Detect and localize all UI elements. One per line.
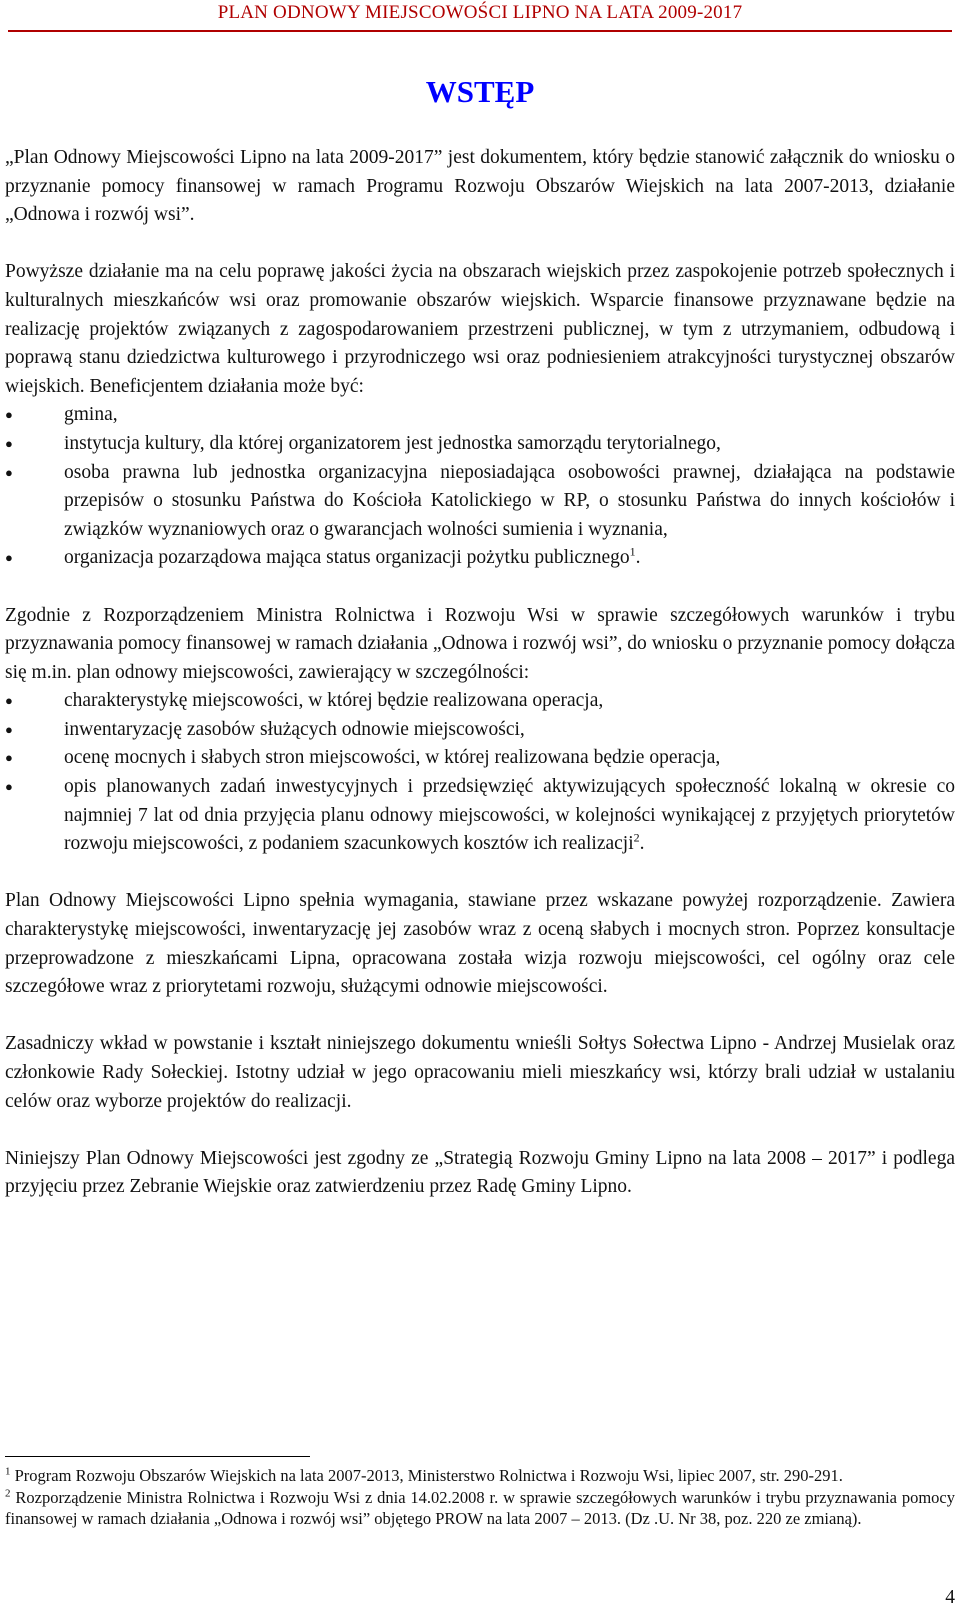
list-item: ● charakterystykę miejscowości, w której będzie realizowana operacja,	[5, 687, 955, 716]
footnote-text: Program Rozwoju Obszarów Wiejskich na lata 2007-2013, Ministerstwo Rolnictwa i Rozwoju Wsi, lipiec 2007, str. 290-291.	[10, 1466, 843, 1485]
paragraph-purpose: Powyższe działanie ma na celu poprawę jakości życia na obszarach wiejskich przez zaspokojenie potrzeb społecznych i kulturalnych mieszkańców wsi oraz promowanie obszarów wiejskich. Wsparcie finansowe przyznawane będzie na realizację projektów związanych z zagospodarowaniem przestrzeni publicznej, w tym z utrzymaniem, odbudową i poprawą stanu dziedzictwa kulturowego i przyrodniczego wsi oraz podniesieniem atrakcyjności turystycznej obszarów wiejskich. Beneficjentem działania może być:	[5, 261, 955, 397]
footnote-ref[interactable]: 1	[629, 544, 636, 559]
paragraph-requirements: Plan Odnowy Miejscowości Lipno spełnia wymagania, stawiane przez wskazane powyżej rozporządzenie. Zawiera charakterystykę miejscowości, inwentaryzację jej zasobów wraz z oceną słabych i mocnych stron. Poprzez konsultacje przeprowadzone z mieszkańcami Lipna, opracowana została wizja rozwoju miejscowości, cel ogólny oraz cele szczegółowe wraz z priorytetami rozwoju, służącymi odnowie miejscowości.	[5, 890, 955, 998]
document-body	[5, 144, 955, 1231]
footnote-1	[5, 1465, 955, 1487]
list-item: ● gmina,	[5, 401, 955, 430]
page-number: 4	[945, 1587, 955, 1608]
paragraph-regulation: Zgodnie z Rozporządzeniem Ministra Rolnictwa i Rozwoju Wsi w sprawie szczegółowych warunków i trybu przyznawania pomocy finansowej w ramach działania „Odnowa i rozwój wsi”, do wniosku o przyznanie pomocy dołącza się m.in. plan odnowy miejscowości, zawierający w szczególności:	[5, 604, 955, 683]
footnote-number: 1	[5, 1465, 11, 1478]
list-item-end: .	[639, 833, 645, 855]
footnote-number: 2	[5, 1487, 11, 1499]
paragraph-contributors: Zasadniczy wkład w powstanie i kształt niniejszego dokumentu wnieśli Sołtys Sołectwa Lipno - Andrzej Musielak oraz członkowie Rady Sołeckiej. Istotny udział w jego opracowaniu mieli mieszkańcy wsi, którzy brali udział w ustalaniu celów oraz wyborze projektów do realizacji.	[5, 1033, 955, 1112]
header-rule	[8, 30, 952, 32]
footnote-rule	[5, 1456, 310, 1457]
list-item-end: .	[635, 547, 641, 569]
list-item-text: organizacja pozarządowa mająca status organizacji pożytku publicznego	[64, 547, 630, 569]
list-item: ● osoba prawna lub jednostka organizacyjna nieposiadająca osobowości prawnej, działająca na podstawie przepisów o stosunku Państwa do Kościoła Katolickiego w RP, o stosunku Państwa do innych kościołów i związków wyznaniowych oraz o gwarancjach wolności sumienia i wyznania,	[5, 459, 955, 545]
list-item: ● instytucja kultury, dla której organizatorem jest jednostka samorządu terytorialnego,	[5, 430, 955, 459]
footnote-2	[5, 1487, 955, 1530]
plan-contents-list	[5, 687, 955, 859]
running-header: PLAN ODNOWY MIEJSCOWOŚCI LIPNO NA LATA 2009-2017	[217, 2, 743, 23]
footnote-text: Rozporządzenie Ministra Rolnictwa i Rozwoju Wsi z dnia 14.02.2008 r. w sprawie szczegółowych warunków i trybu przyznawania pomocy finansowej w ramach działania „Odnowa i rozwój wsi” objętego PROW na lata 2007 – 2013. (Dz .U. Nr 38, poz. 220 ze zmianą).	[5, 1487, 955, 1528]
list-item-text: opis planowanych zadań inwestycyjnych i przedsięwzięć aktywizujących społeczność lokalną w okresie co najmniej 7 lat od dnia przyjęcia planu odnowy miejscowości, w kolejności wynikającej z przyjętych priorytetów rozwoju miejscowości, z podaniem szacunkowych kosztów ich realizacji	[64, 776, 955, 855]
paragraph-intro: „Plan Odnowy Miejscowości Lipno na lata 2009-2017” jest dokumentem, który będzie stanowić załącznik do wniosku o przyznanie pomocy finansowej w ramach Programu Rozwoju Obszarów Wiejskich na lata 2007-2013, działanie „Odnowa i rozwój wsi”.	[5, 147, 955, 226]
footnote-ref[interactable]: 2	[633, 830, 640, 845]
list-item: ● ocenę mocnych i słabych stron miejscowości, w której realizowana będzie operacja,	[5, 744, 955, 773]
footnotes	[5, 1465, 955, 1530]
list-item	[5, 544, 955, 573]
paragraph-strategy: Niniejszy Plan Odnowy Miejscowości jest zgodny ze „Strategią Rozwoju Gminy Lipno na lata 2008 – 2017” i podlega przyjęciu przez Zebranie Wiejskie oraz zatwierdzeniu przez Radę Gminy Lipno.	[5, 1147, 955, 1198]
beneficiaries-list	[5, 401, 955, 573]
list-item: ● inwentaryzację zasobów służących odnowie miejscowości,	[5, 716, 955, 745]
list-item	[5, 773, 955, 859]
page-title: WSTĘP	[425, 74, 535, 109]
